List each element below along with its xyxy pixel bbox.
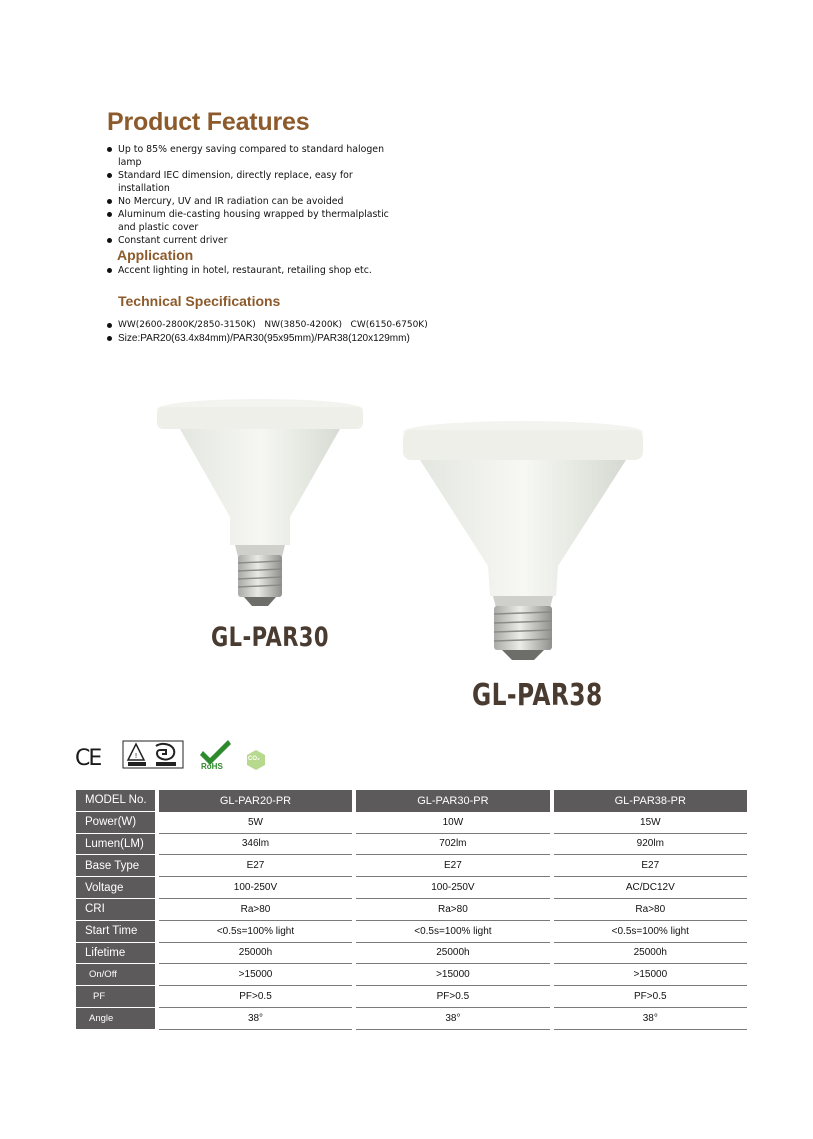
feature-item: Standard IEC dimension, directly replace, easy for installation xyxy=(107,169,407,195)
features-list xyxy=(107,143,407,247)
table-row xyxy=(76,877,747,899)
table-cell: 100-250V xyxy=(159,877,352,899)
par38-lamp-image xyxy=(398,418,648,668)
table-cell: 100-250V xyxy=(356,877,549,899)
table-cell: >15000 xyxy=(159,964,352,986)
row-label: Lifetime xyxy=(76,943,155,965)
row-label: On/Off xyxy=(76,964,155,986)
feature-item: Constant current driver xyxy=(107,234,407,247)
table-cell: 38° xyxy=(159,1008,352,1030)
row-label: PF xyxy=(76,986,155,1008)
table-cell: 920lm xyxy=(554,834,747,856)
model-column-header: GL-PAR20-PR xyxy=(159,790,352,812)
table-cell: 15W xyxy=(554,812,747,834)
table-row xyxy=(76,964,747,986)
table-cell: Ra>80 xyxy=(159,899,352,921)
table-row xyxy=(76,899,747,921)
table-cell: PF>0.5 xyxy=(554,986,747,1008)
row-label: CRI xyxy=(76,899,155,921)
co2-label: CO₂ xyxy=(248,756,260,762)
page-title: Product Features xyxy=(107,108,310,136)
table-cell: 346lm xyxy=(159,834,352,856)
table-row xyxy=(76,986,747,1008)
feature-item: No Mercury, UV and IR radiation can be avoided xyxy=(107,195,407,208)
table-cell: 10W xyxy=(356,812,549,834)
table-cell: PF>0.5 xyxy=(356,986,549,1008)
table-cell: AC/DC12V xyxy=(554,877,747,899)
model-column-header: GL-PAR38-PR xyxy=(554,790,747,812)
safety-certification-icon xyxy=(122,740,184,772)
table-cell: 5W xyxy=(159,812,352,834)
technical-item: Size:PAR20(63.4x84mm)/PAR30(95x95mm)/PAR38(120x129mm) xyxy=(107,332,527,345)
table-cell: <0.5s=100% light xyxy=(554,921,747,943)
table-cell: Ra>80 xyxy=(554,899,747,921)
table-cell: E27 xyxy=(554,855,747,877)
table-cell: PF>0.5 xyxy=(159,986,352,1008)
table-cell: 702lm xyxy=(356,834,549,856)
row-label: Power(W) xyxy=(76,812,155,834)
table-cell: E27 xyxy=(356,855,549,877)
table-cell: 38° xyxy=(356,1008,549,1030)
rohs-label: RoHS xyxy=(201,762,223,771)
table-header-row xyxy=(76,790,747,812)
spec-table xyxy=(76,790,747,1030)
table-cell: 25000h xyxy=(159,943,352,965)
table-cell: 25000h xyxy=(554,943,747,965)
application-list xyxy=(107,264,507,277)
table-cell: 25000h xyxy=(356,943,549,965)
table-cell: Ra>80 xyxy=(356,899,549,921)
row-label: Voltage xyxy=(76,877,155,899)
par30-label: GL-PAR30 xyxy=(211,622,329,653)
table-row xyxy=(76,943,747,965)
table-cell: <0.5s=100% light xyxy=(356,921,549,943)
row-label: Angle xyxy=(76,1008,155,1030)
application-heading: Application xyxy=(117,247,194,263)
table-row xyxy=(76,921,747,943)
technical-item: WW(2600-2800K/2850-3150K) NW(3850-4200K) CW(6150-6750K) xyxy=(107,319,527,332)
table-row xyxy=(76,812,747,834)
table-cell: >15000 xyxy=(356,964,549,986)
table-cell: 38° xyxy=(554,1008,747,1030)
model-column-header: GL-PAR30-PR xyxy=(356,790,549,812)
row-label: Lumen(LM) xyxy=(76,834,155,856)
table-row xyxy=(76,834,747,856)
table-row xyxy=(76,1008,747,1030)
par30-lamp-image xyxy=(150,395,370,610)
feature-item: Up to 85% energy saving compared to standard halogen lamp xyxy=(107,143,407,169)
svg-text:!: ! xyxy=(134,752,138,760)
technical-heading: Technical Specifications xyxy=(118,293,281,309)
table-cell: >15000 xyxy=(554,964,747,986)
technical-list xyxy=(107,319,527,345)
application-item: Accent lighting in hotel, restaurant, retailing shop etc. xyxy=(107,264,507,277)
table-cell: <0.5s=100% light xyxy=(159,921,352,943)
table-cell: E27 xyxy=(159,855,352,877)
model-no-header: MODEL No. xyxy=(76,790,155,812)
table-row xyxy=(76,855,747,877)
row-label: Start Time xyxy=(76,921,155,943)
par38-label: GL-PAR38 xyxy=(472,678,603,713)
feature-item: Aluminum die-casting housing wrapped by thermalplastic and plastic cover xyxy=(107,208,407,234)
ce-mark-icon: CE xyxy=(75,746,101,771)
row-label: Base Type xyxy=(76,855,155,877)
